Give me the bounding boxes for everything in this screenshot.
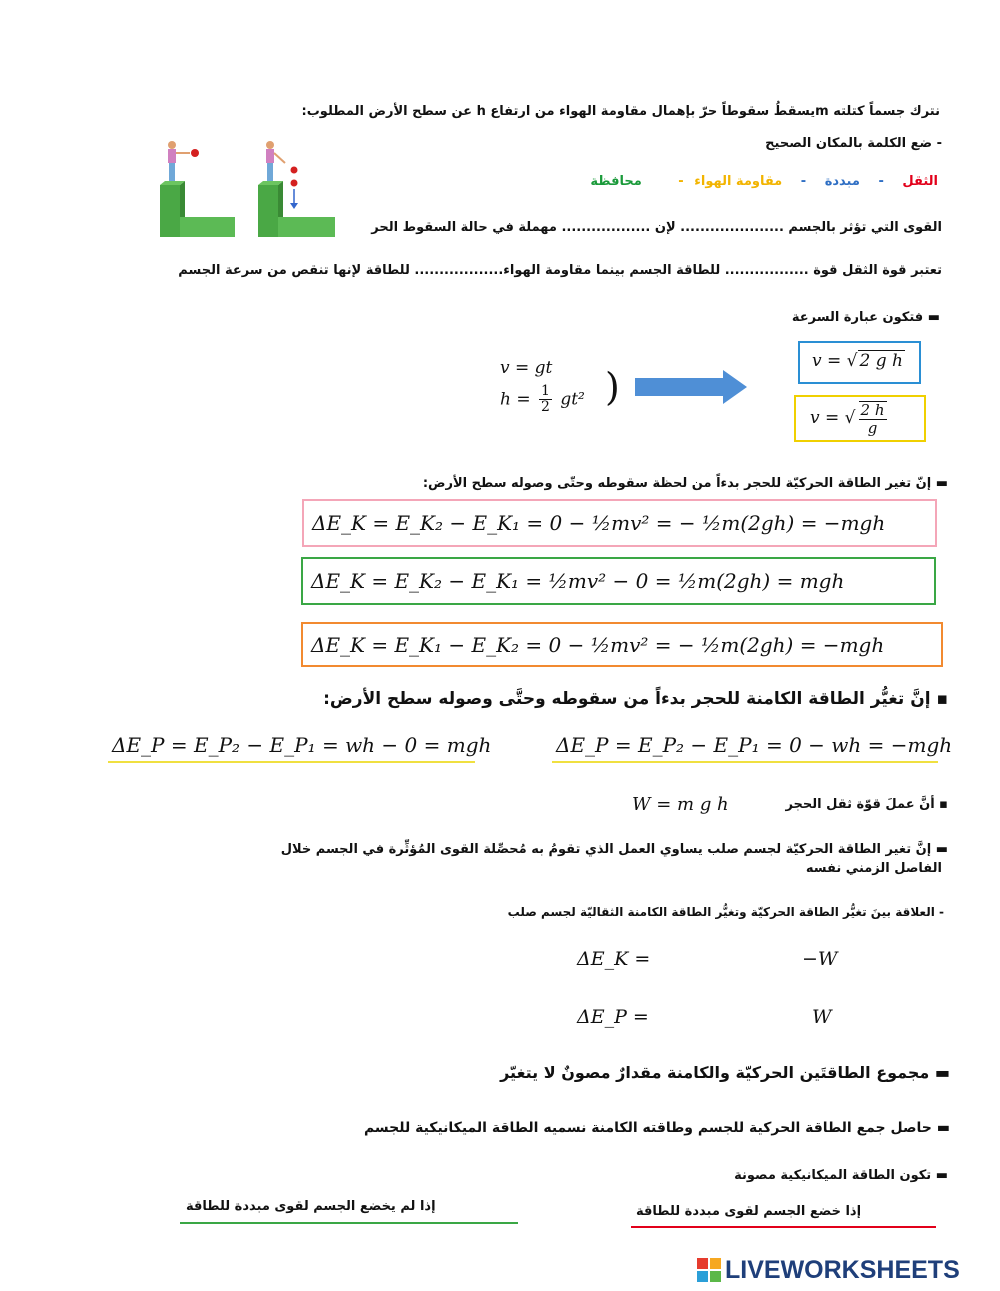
relation-ke-rhs[interactable]: −W xyxy=(802,948,838,970)
pe-option-1[interactable]: ΔE_P = E_P₂ − E_P₁ = wh − 0 = mgh xyxy=(112,733,492,757)
sentence-conservative: تعتبر قوة الثقل قوة ................. للطاقة الجسم بينما مقاومة الهواء.................. للطاقة لإنها تنقص من سرعة الجسم xyxy=(178,263,942,278)
word-separator: - xyxy=(678,174,684,189)
relation-pe-rhs[interactable]: W xyxy=(812,1006,832,1028)
place-word-instruction: - ضع الكلمة بالمكان الصحيح xyxy=(765,136,942,151)
ke-option-2-text: ΔE_K = E_K₂ − E_K₁ = ½mv² − 0 = ½m(2gh) = mgh xyxy=(311,569,845,593)
bracket: ) xyxy=(605,365,620,409)
half-num: 1 xyxy=(541,383,550,399)
relation-pe-lhs: ΔE_P = xyxy=(577,1006,649,1028)
conserved-option-2-underline xyxy=(631,1226,936,1228)
ke-option-1-text: ΔE_K = E_K₂ − E_K₁ = 0 − ½mv² = − ½m(2gh) = −mgh xyxy=(312,511,886,535)
speed-heading-text: فتكون عبارة السرعة xyxy=(791,310,924,325)
word-mubaddida[interactable]: مبددة xyxy=(824,174,860,189)
word-thiql[interactable]: الثقل xyxy=(902,174,938,189)
word-separator: - xyxy=(800,174,807,189)
logo-grid-icon xyxy=(697,1258,721,1282)
ke-option-2[interactable] xyxy=(301,557,936,605)
speed-option-lhs: v = xyxy=(810,408,840,428)
word-bank xyxy=(590,174,938,189)
pe-heading: ▪ إنَّ تغيُّر الطاقة الكامنة للحجر بدءاً من سقوطه وحتَّى وصوله سطح الأرض: xyxy=(323,689,948,709)
liveworksheets-logo xyxy=(697,1257,960,1283)
relation-heading-text: العلاقة بينَ تغيُّر الطاقة الحركيّة وتغيُّر الطاقة الكامنة الثقاليّة لجسم صلب xyxy=(507,905,935,919)
intro-text: نترك جسماً كتلته mيسقطُ سقوطاً حرّ بإهمال مقاومة الهواء من ارتفاع h عن سطح الأرض المطلوب: xyxy=(301,104,940,119)
conserved-heading-text: تكون الطاقة الميكانيكية مصونة xyxy=(734,1168,932,1183)
work-line: ▪ أنَّ عملَ قوّة ثقل الحجر xyxy=(785,797,948,812)
speed-heading: ▬ فتكون عبارة السرعة xyxy=(791,310,940,325)
pe-option-1-underline xyxy=(108,761,475,763)
kinematics-eq1: v = gt xyxy=(500,358,553,378)
ke-heading: ▬ إنّ تغير الطاقة الحركيّة للحجر بدءاً من لحظة سقوطه وحتّى وصوله سطح الأرض: xyxy=(422,476,948,491)
person-left xyxy=(168,141,199,181)
pe-heading-text: إنَّ تغيُّر الطاقة الكامنة للحجر بدءاً من سقوطه وحتَّى وصوله سطح الأرض: xyxy=(323,689,931,709)
ke-heading-text: إنّ تغير الطاقة الحركيّة للحجر بدءاً من لحظة سقوطه وحتّى وصوله سطح الأرض: xyxy=(422,476,932,491)
speed-frac-num: 2 h xyxy=(860,401,885,419)
conserved-option-1-underline xyxy=(180,1222,518,1224)
work-label: أنَّ عملَ قوّة ثقل الحجر xyxy=(785,797,935,812)
sum-statement: ▬ مجموع الطاقتَين الحركيّة والكامنة مقدارٌ مصونٌ لا يتغيّر xyxy=(500,1063,950,1082)
speed-option-sqrt-2gh[interactable]: v = √ 2 g h xyxy=(798,341,921,384)
eq2-right: gt² xyxy=(560,389,585,410)
eq2-left: h = xyxy=(500,389,531,410)
relation-ke-lhs: ΔE_K = xyxy=(577,948,651,970)
half-fraction xyxy=(539,384,552,416)
pe-option-2[interactable]: ΔE_P = E_P₂ − E_P₁ = 0 − wh = −mgh xyxy=(556,733,953,757)
pe-option-2-underline xyxy=(552,761,938,763)
word-separator: - xyxy=(878,174,884,189)
stone-icon xyxy=(191,149,199,157)
place-word-label: ضع الكلمة بالمكان الصحيح xyxy=(765,136,933,151)
sentence-forces: القوى التي تؤثر بالجسم ..................... لإن .................. مهملة في حالة السقوط الحر xyxy=(371,220,942,235)
falling-stone-icon xyxy=(291,167,298,174)
conserved-heading: ▬ تكون الطاقة الميكانيكية مصونة xyxy=(734,1168,948,1183)
ke-option-3[interactable] xyxy=(301,622,943,667)
speed-frac-den: g xyxy=(867,418,878,437)
theorem-line-1: ▬ إنَّ تغير الطاقة الحركيّة لجسم صلب يساوي العمل الذي تقومُ به مُحصِّلة القوى المُؤثِّرة في الجسم خلال xyxy=(280,842,948,857)
ke-option-1[interactable] xyxy=(302,499,937,547)
word-air-resistance[interactable]: مقاومة الهواء xyxy=(694,174,783,189)
brand-name: LIVEWORKSHEETS xyxy=(725,1255,960,1284)
right-arrow-icon xyxy=(635,370,750,404)
work-formula: W = m g h xyxy=(632,794,729,815)
free-fall-illustration xyxy=(155,135,355,245)
ke-option-3-text: ΔE_K = E_K₁ − E_K₂ = 0 − ½mv² = − ½m(2gh) = −mgh xyxy=(311,633,885,657)
speed-option-lhs: v = xyxy=(812,351,842,371)
step-right xyxy=(258,181,335,237)
step-left xyxy=(160,181,235,237)
mech-statement: ▬ حاصل جمع الطاقة الحركية للجسم وطاقته الكامنة نسميه الطاقة الميكانيكية للجسم xyxy=(363,1120,950,1136)
theorem-line-2: الفاصل الزمني نفسه xyxy=(805,861,942,876)
relation-heading: - العلاقة بينَ تغيُّر الطاقة الحركيّة وتغيُّر الطاقة الكامنة الثقاليّة لجسم صلب xyxy=(507,905,944,919)
kinematics-eq2 xyxy=(500,384,585,416)
speed-option-sqrt-2h-over-g[interactable]: v = √ $\frac{2 h}{g}$ xyxy=(794,395,926,442)
conserved-option-dissipative[interactable]: إذا خضع الجسم لقوى مبددة للطاقة xyxy=(636,1204,862,1219)
word-muhafitha[interactable]: محافظة xyxy=(590,174,642,189)
sum-statement-text: مجموع الطاقتَين الحركيّة والكامنة مقدارٌ مصونٌ لا يتغيّر xyxy=(500,1063,930,1082)
half-den: 2 xyxy=(541,399,550,416)
mech-statement-text: حاصل جمع الطاقة الحركية للجسم وطاقته الكامنة نسميه الطاقة الميكانيكية للجسم xyxy=(363,1120,932,1136)
theorem-text-1: إنَّ تغير الطاقة الحركيّة لجسم صلب يساوي العمل الذي تقومُ به مُحصِّلة القوى المُؤثِّرة في الجسم خلال xyxy=(280,842,932,857)
conserved-option-no-dissipative[interactable]: إذا لم يخضع الجسم لقوى مبددة للطاقة xyxy=(186,1199,436,1214)
speed-radicand: 2 g h xyxy=(859,351,903,371)
